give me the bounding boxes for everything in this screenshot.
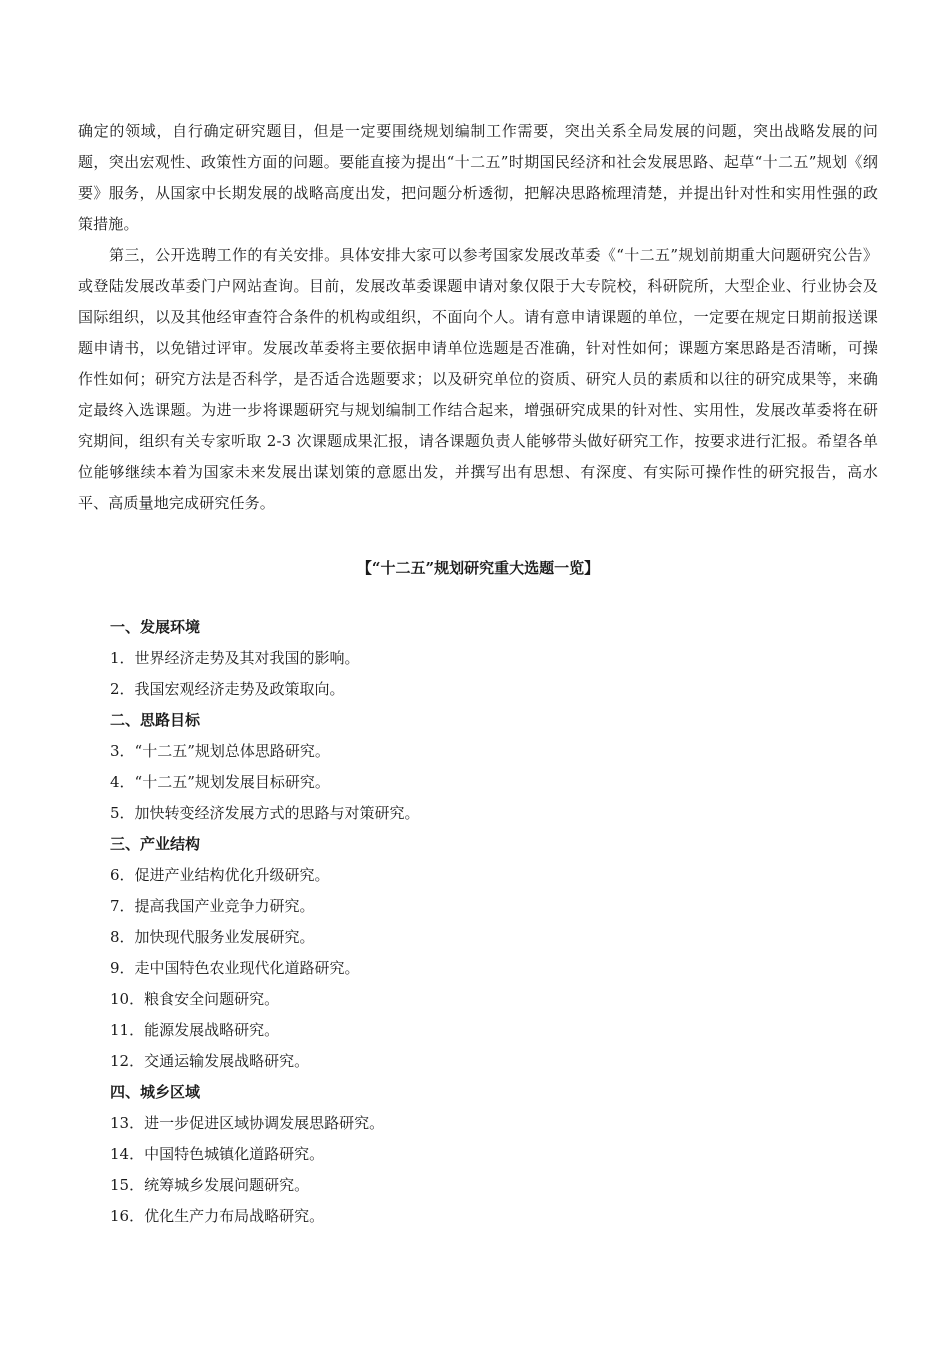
topic-list-title: 【“十二五”规划研究重大选题一览】 [356, 559, 600, 577]
topic-section [110, 612, 878, 705]
item-number: 12． [110, 1052, 145, 1070]
item-number: 5． [110, 804, 135, 822]
paragraph: 确定的领域，自行确定研究题目，但是一定要围绕规划编制工作需要，突出关系全局发展的问题，突出战略发展的问题，突出宏观性、政策性方面的问题。要能直接为提出“十二五”时期国民经济和社会发展思路、起草“十二五”规划《纲要》服务，从国家中长期发展的战略高度出发，把问题分析透彻，把解决思路梳理清楚，并提出针对性和实用性强的政策措施。 [78, 122, 878, 233]
item-number: 6． [110, 866, 135, 884]
list-item [110, 1139, 878, 1170]
item-text: 提高我国产业竞争力研究。 [134, 897, 315, 915]
item-text: 加快转变经济发展方式的思路与对策研究。 [134, 804, 420, 822]
item-number: 13． [110, 1114, 145, 1132]
section-heading: 二、思路目标 [110, 711, 201, 729]
item-text: 世界经济走势及其对我国的影响。 [134, 649, 360, 667]
item-text: 进一步促进区域协调发展思路研究。 [144, 1114, 385, 1132]
item-number: 2． [110, 680, 135, 698]
list-item [110, 1201, 878, 1232]
list-item [110, 891, 878, 922]
list-item [110, 1015, 878, 1046]
topic-list [78, 612, 878, 1232]
item-text: 统筹城乡发展问题研究。 [144, 1176, 310, 1194]
item-text: 能源发展战略研究。 [144, 1021, 280, 1039]
item-number: 7． [110, 897, 135, 915]
item-number: 8． [110, 928, 135, 946]
document-page [78, 116, 878, 1232]
item-text: 我国宏观经济走势及政策取向。 [134, 680, 345, 698]
list-item [110, 643, 878, 674]
list-item [110, 922, 878, 953]
item-text: “十二五”规划发展目标研究。 [134, 773, 330, 791]
item-text: 优化生产力布局战略研究。 [144, 1207, 325, 1225]
item-number: 4． [110, 773, 135, 791]
list-item [110, 860, 878, 891]
item-number: 14． [110, 1145, 145, 1163]
list-item [110, 1170, 878, 1201]
item-text: 粮食安全问题研究。 [144, 990, 280, 1008]
list-item [110, 1046, 878, 1077]
topic-section [110, 829, 878, 1077]
topic-section [110, 1077, 878, 1232]
topic-section [110, 705, 878, 829]
section-heading: 四、城乡区域 [110, 1083, 201, 1101]
paragraph: 第三，公开选聘工作的有关安排。具体安排大家可以参考国家发展改革委《“十二五”规划前期重大问题研究公告》或登陆发展改革委门户网站查询。目前，发展改革委课题申请对象仅限于大专院校，科研院所，大型企业、行业协会及国际组织，以及其他经审查符合条件的机构或组织，不面向个人。请有意申请课题的单位，一定要在规定日期前报送课题申请书，以免错过评审。发展改革委将主要依据申请单位选题是否准确，针对性如何；课题方案思路是否清晰，可操作性如何；研究方法是否科学，是否适合选题要求；以及研究单位的资质、研究人员的素质和以往的研究成果等，来确定最终入选课题。为进一步将课题研究与规划编制工作结合起来，增强研究成果的针对性、实用性，发展改革委将在研究期间，组织有关专家听取 2-3 次课题成果汇报，请各课题负责人能够带头做好研究工作，按要求进行汇报。希望各单位能够继续本着为国家未来发展出谋划策的意愿出发，并撰写出有思想、有深度、有实际可操作性的研究报告，高水平、高质量地完成研究任务。 [78, 246, 878, 512]
item-text: 加快现代服务业发展研究。 [134, 928, 315, 946]
item-text: 促进产业结构优化升级研究。 [134, 866, 330, 884]
list-item [110, 953, 878, 984]
list-item [110, 767, 878, 798]
item-number: 11． [110, 1021, 145, 1039]
body-text [78, 116, 878, 519]
list-item [110, 736, 878, 767]
item-text: 中国特色城镇化道路研究。 [144, 1145, 325, 1163]
item-number: 10． [110, 990, 145, 1008]
item-text: “十二五”规划总体思路研究。 [134, 742, 330, 760]
item-text: 交通运输发展战略研究。 [144, 1052, 310, 1070]
item-text: 走中国特色农业现代化道路研究。 [134, 959, 360, 977]
item-number: 1． [110, 649, 135, 667]
list-item [110, 984, 878, 1015]
list-item [110, 1108, 878, 1139]
item-number: 3． [110, 742, 135, 760]
item-number: 15． [110, 1176, 145, 1194]
item-number: 16． [110, 1207, 145, 1225]
item-number: 9． [110, 959, 135, 977]
list-item [110, 798, 878, 829]
section-heading: 三、产业结构 [110, 835, 201, 853]
list-item [110, 674, 878, 705]
section-heading: 一、发展环境 [110, 618, 201, 636]
